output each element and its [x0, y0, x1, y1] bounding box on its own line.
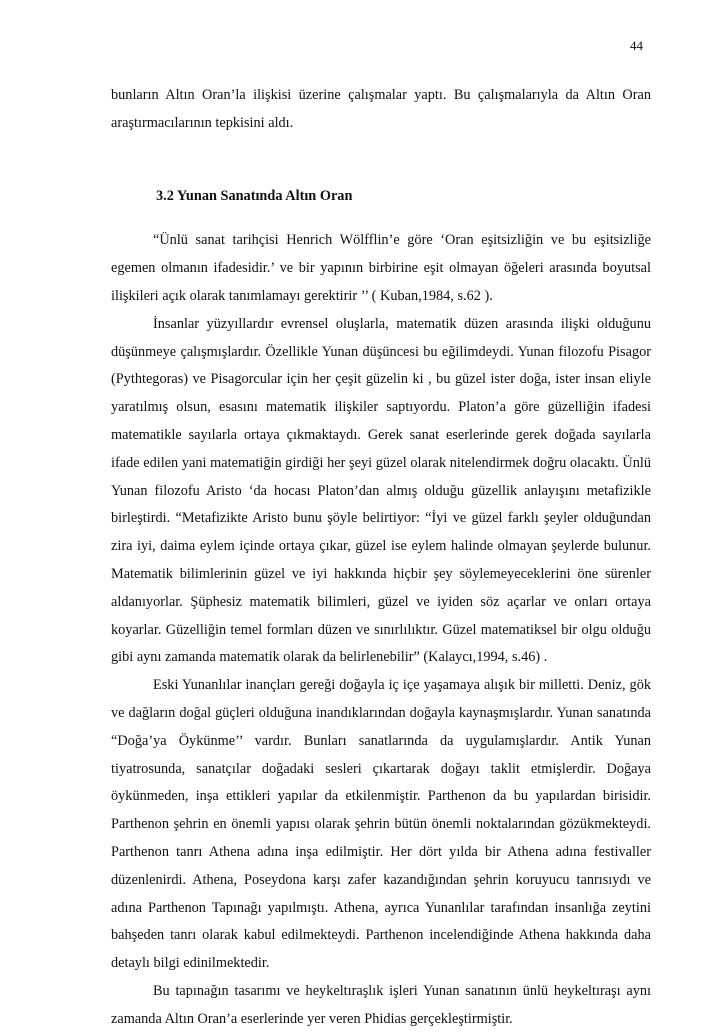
- paragraph-parthenon: Eski Yunanlılar inançları gereği doğayla iç içe yaşamaya alışık bir milletti. Deniz, gök ve dağların doğal güçleri olduğuna inandıklarından doğayla kaynaşmışlardır. Yunan sanatında “Doğa’ya Öykünme’’ vardır. Bunları sanatlarında da uygulamışlardır. Antik Yunan tiyatrosunda, sanatçılar doğadaki sesleri çıkartarak doğayı taklit etmişlerdir. Doğaya öykünmeden, inşa ettikleri yapılar da etkilenmiştir. Parthenon da bu yapılardan birisidir. Parthenon şehrin en önemli yapısı olarak şehrin bütün önemli noktalarından gözükmekteydi. Parthenon tanrı Athena adına inşa edilmiştir. Her dört yılda bir Athena adına festivaller düzenlenirdi. Athena, Poseydona karşı zafer kazandığından şehrin koruyucu tanrısıydı ve adına Parthenon Tapınağı yapılmıştı. Athena, ayrıca Yunanlılar tarafından insanlığa zeytini bahşeden tanrı olarak kabul edilmekteydi. Parthenon incelendiğinde Athena hakkında daha detaylı bilgi edinilmektedir.: [111, 677, 651, 972]
- paragraph-phidias: Bu tapınağın tasarımı ve heykeltıraşlık işleri Yunan sanatının ünlü heykeltıraşı aynı zamanda Altın Oran’a eserlerinde yer veren Phidias gerçekleştirmiştir.: [111, 982, 651, 1027]
- paragraph-pythagoras: İnsanlar yüzyıllardır evrensel oluşlarla, matematik düzen arasında ilişki olduğunu düşünmeye çalışmışlardır. Özellikle Yunan düşüncesi bu eğilimdeydi. Yunan filozofu Pisagor (Pythtegoras) ve Pisagorcular için her çeşit güzelin ki , bu güzel ister doğa, ister insan eliyle yaratılmış olsun, esasını matematik ilişkiler saptıyordu. Platon’a göre güzelliğin ifadesi matematikle sayılarla ortaya çıkmaktaydı. Gerek sanat eserlerinde gerek doğada sayılarla ifade edilen yani matematiğin girdiği her şeyi güzel olarak nitelendirmek doğru olacaktı. Ünlü Yunan filozofu Aristo ‘da hocası Platon’dan almış olduğu güzellik anlayışını metafizikle birleştirdi. “Metafizikte Aristo bunu şöyle belirtiyor: “İyi ve güzel farklı şeyler olduğundan zira iyi, daima eylem içinde ortaya çıkar, güzel ise eylem halinde olmayan şeylerde bulunur. Matematik bilimlerinin güzel ve iyi hakkında hiçbir şey söylemeyeceklerini öne sürenler aldanıyorlar. Şüphesiz matematik bilimleri, güzel ve iyiden söz açarlar ve onları ortaya koyarlar. Güzelliğin temel formları düzen ve sınırlılıktır. Güzel matematiksel bir olgu olduğu gibi aynı zamanda matematik olarak da belirlenebilir” (Kalaycı,1994, s.46) .: [111, 315, 651, 666]
- document-body: [111, 82, 651, 1034]
- paragraph-quote: “Ünlü sanat tarihçisi Henrich Wölfflin’e göre ‘Oran eşitsizliğin ve bu eşitsizliğe egemen olmanın ifadesidir.’ ve bir yapının birbirine eşit olmayan öğeleri arasında boyutsal ilişkileri açık olarak tanımlamayı gerektirir ’’ ( Kuban,1984, s.62 ).: [111, 232, 651, 304]
- spacer: [111, 210, 651, 227]
- paragraph-intro: bunların Altın Oran’la ilişkisi üzerine çalışmalar yaptı. Bu çalışmalarıyla da Altın Oran araştırmacılarının tepkisini aldı.: [111, 87, 651, 131]
- section-heading: 3.2 Yunan Sanatında Altın Oran: [156, 187, 353, 204]
- page-number: 44: [630, 38, 643, 53]
- spacer: [111, 138, 651, 183]
